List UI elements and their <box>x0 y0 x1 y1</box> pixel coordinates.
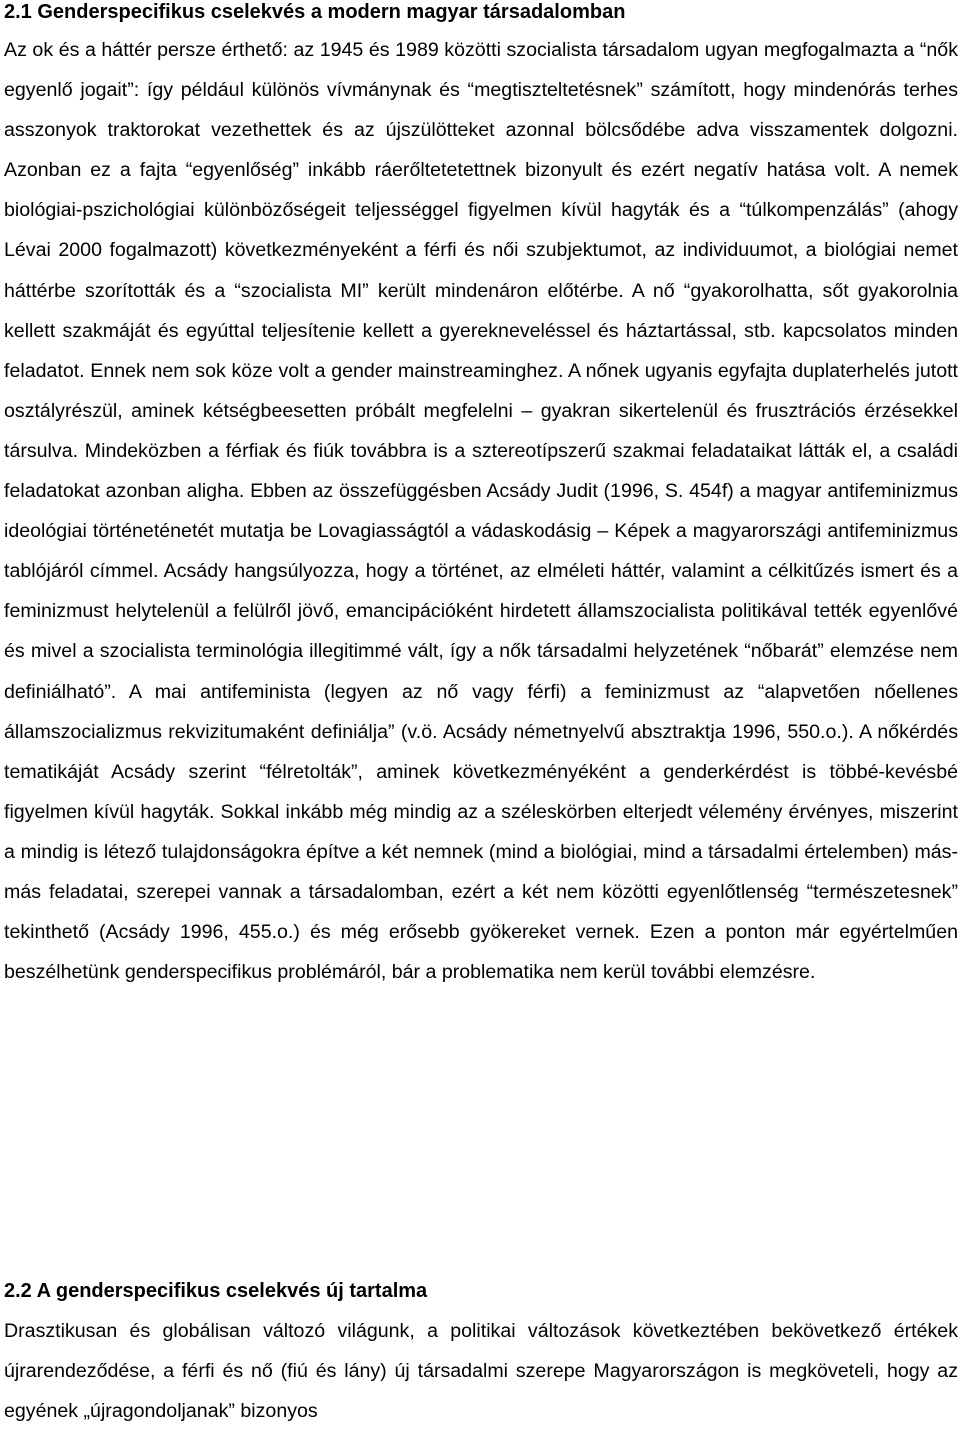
section-2-2-paragraph: Drasztikusan és globálisan változó világunk, a politikai változások következtében bekövetkező értékek újrarendeződése, a férfi és nő (fiú és lány) új társadalmi szerepe Magyarországon is megköveteli, hogy az egyének „újragondoljanak” bizonyos <box>4 1320 958 1423</box>
section-heading-2-1: 2.1 Genderspecifikus cselekvés a modern magyar társadalomban <box>4 1 626 23</box>
section-heading-2-2: 2.2 A genderspecifikus cselekvés új tartalma <box>4 1280 428 1302</box>
section-2-1-paragraph: Az ok és a háttér persze érthető: az 1945 és 1989 közötti szocialista társadalom ugyan megfogalmazta a “nők egyenlő jogait”: így például különös vívmánynak és “megtiszteltetésnek” számított, hogy mindenórás terhes asszonyok traktorokat vezethettek és az újszülötteket azonnal bölcsődébe adva visszamentek dolgozni. Azonban ez a fajta “egyenlőség” inkább ráerőltetetettnek bizonyult és ezért negatív hatása volt. A nemek biológiai-pszichológiai különbözőségeit teljességgel figyelmen kívül hagyták és a “túlkompenzálás” (ahogy Lévai 2000 fogalmazott) következményeként a férfi és női szubjektumot, az individuumot, a biológiai nemet háttérbe szorították és a “szocialista MI” került mindenáron előtérbe. A nő “gyakorolhatta, sőt gyakorolnia kellett szakmáját és egyúttal teljesítenie kellett a gyerekneveléssel és háztartással, stb. kapcsolatos minden feladatot. Ennek nem sok köze volt a gender mainstreaminghez. A nőnek ugyanis egyfajta duplaterhelés jutott osztályrészül, aminek kétségbeesetten próbált megfelelni – gyakran sikertelenül és frusztrációs érzésekkel társulva. Mindeközben a férfiak és fiúk továbbra is a sztereotípszerű szakmai feladataikat látták el, a családi feladatokat azonban aligha. Ebben az összefüggésben Acsády Judit (1996, S. 454f) a magyar antifeminizmus ideológiai történeténetét mutatja be Lovagiasságtól a vádaskodásig – Képek a magyarországi antifeminizmus tablójáról címmel. Acsády hangsúlyozza, hogy a történet, az elméleti háttér, valamint a célkitűzés ismert és a feminizmust helytelenül a felülről jövő, emancipációként hirdetett államszocialista politikával tették egyenlővé és mivel a szocialista terminológia illegitimmé vált, így a nők társadalmi helyzetének “nőbarát” elemzése nem definiálható”. A mai antifeminista (legyen az nő vagy férfi) a feminizmust az “alapvetően nőellenes államszocializmus rekvizitumaként definiálja” (v.ö. Acsády németnyelvű absztraktja 1996, 550.o.). A nőkérdés tematikáját Acsády szerint “félretolták”, aminek következményéként a genderkérdést is többé-kevésbé figyelmen kívül hagyták. Sokkal inkább még mindig az a széleskörben elterjedt vélemény érvényes, miszerint a mindig is létező tulajdonságokra építve a két nemnek (mind a biológiai, mind a társadalmi értelemben) más-más feladatai, szerepei vannak a társadalomban, ezért a két nem közötti egyenlőtlenség “természetesnek” tekinthető (Acsády 1996, 455.o.) és még erősebb gyökereket vernek. Ezen a ponton már egyértelműen beszélhetünk genderspecifikus problémáról, bár a problematika nem kerül további elemzésre. <box>4 39 958 984</box>
